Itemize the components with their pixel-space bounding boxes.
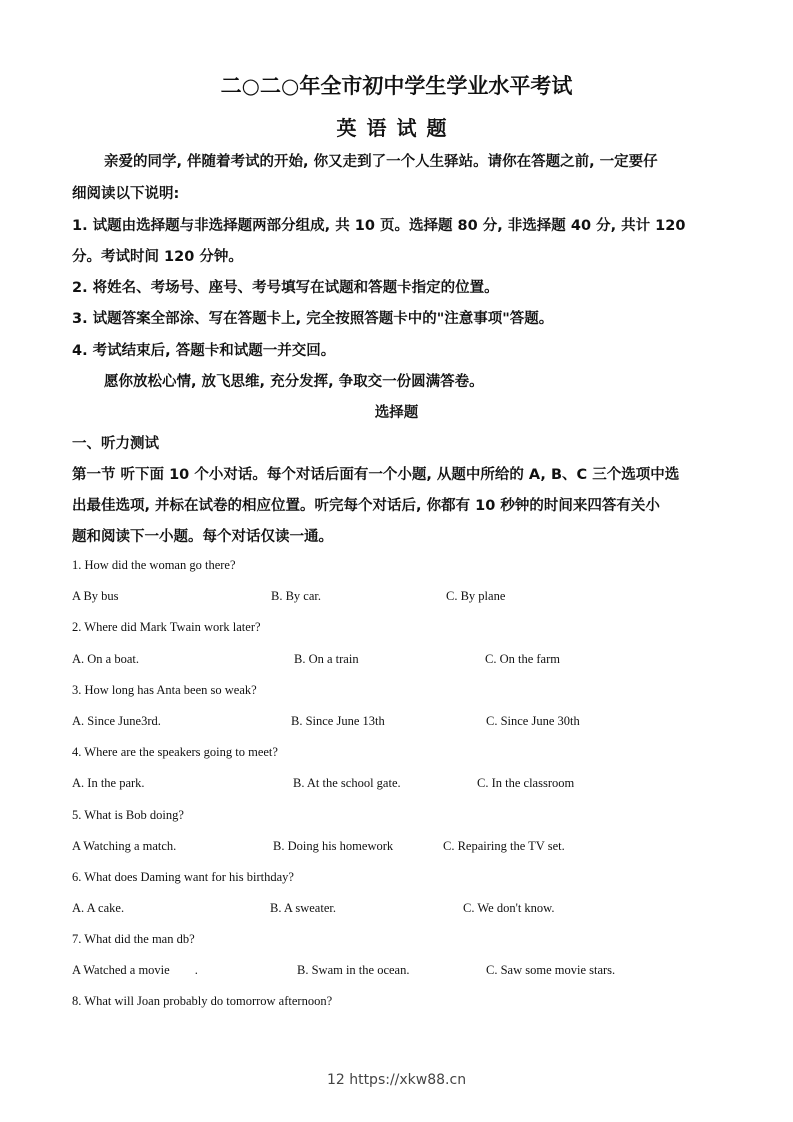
part-1-desc-line-2: 出最佳选项, 并标在试卷的相应位置。听完每个对话后, 你都有 10 秒钟的时间来四答有关小 [72,498,660,514]
question-5-option-b: B. Doing his homework [273,839,394,853]
part-1-desc-line-3: 题和阅读下一小题。每个对话仅读一通。 [72,529,333,545]
part-1-heading: 一、听力测试 [72,436,159,452]
question-1-option-c: C. By plane [446,589,506,603]
question-1-option-a: A By bus [72,589,119,603]
question-1-option-b: B. By car. [271,589,321,603]
question-5-option-c: C. Repairing the TV set. [443,839,565,853]
page-footer[interactable]: 12 https://xkw88.cn [326,1072,467,1088]
instruction-3: 3. 试题答案全部涂、写在答题卡上, 完全按照答题卡中的"注意事项"答题。 [72,311,554,327]
section-label: 选择题 [374,405,419,421]
instruction-2: 2. 将姓名、考场号、座号、考号填写在试题和答题卡指定的位置。 [72,280,499,296]
instruction-4: 4. 考试结束后, 答题卡和试题一并交回。 [72,343,336,359]
page-title: 二○二○年全市初中学生学业水平考试 [220,74,573,98]
instruction-1-line-1: 1. 试题由选择题与非选择题两部分组成, 共 10 页。选择题 80 分, 非选择题 40 分, 共计 120 [72,218,686,234]
question-2: 2. Where did Mark Twain work later? [72,620,261,634]
page-subtitle: 英语试题 [336,116,457,140]
question-3-option-b: B. Since June 13th [291,714,385,728]
question-6-option-a: A. A cake. [72,901,125,915]
question-4-option-c: C. In the classroom [477,776,575,790]
question-2-option-b: B. On a train [294,652,359,666]
question-2-option-a: A. On a boat. [72,652,139,666]
part-1-desc-line-1: 第一节 听下面 10 个小对话。每个对话后面有一个小题, 从题中所给的 A, B、C 三个选项中选 [72,467,680,483]
question-7: 7. What did the man db? [72,932,195,946]
question-7-option-a: A Watched a movie . [72,963,198,977]
question-4-option-b: B. At the school gate. [293,776,401,790]
question-3-option-c: C. Since June 30th [486,714,580,728]
intro-line-2: 细阅读以下说明: [72,186,180,202]
question-2-option-c: C. On the farm [485,652,560,666]
question-6: 6. What does Daming want for his birthday? [72,870,294,884]
question-6-option-b: B. A sweater. [270,901,336,915]
question-4: 4. Where are the speakers going to meet? [72,745,278,759]
instruction-1-line-2: 分。考试时间 120 分钟。 [72,249,243,265]
question-4-option-a: A. In the park. [72,776,145,790]
question-1: 1. How did the woman go there? [72,558,236,572]
question-3: 3. How long has Anta been so weak? [72,683,257,697]
question-3-option-a: A. Since June3rd. [72,714,161,728]
question-7-option-c: C. Saw some movie stars. [486,963,616,977]
question-8: 8. What will Joan probably do tomorrow afternoon? [72,994,333,1008]
question-6-option-c: C. We don't know. [463,901,555,915]
question-7-option-b: B. Swam in the ocean. [297,963,410,977]
intro-line-1: 亲爱的同学, 伴随着考试的开始, 你又走到了一个人生驿站。请你在答题之前, 一定要仔 [104,154,658,170]
question-5-option-a: A Watching a match. [72,839,177,853]
question-5: 5. What is Bob doing? [72,808,184,822]
wish-line: 愿你放松心情, 放飞思维, 充分发挥, 争取交一份圆满答卷。 [104,374,484,390]
